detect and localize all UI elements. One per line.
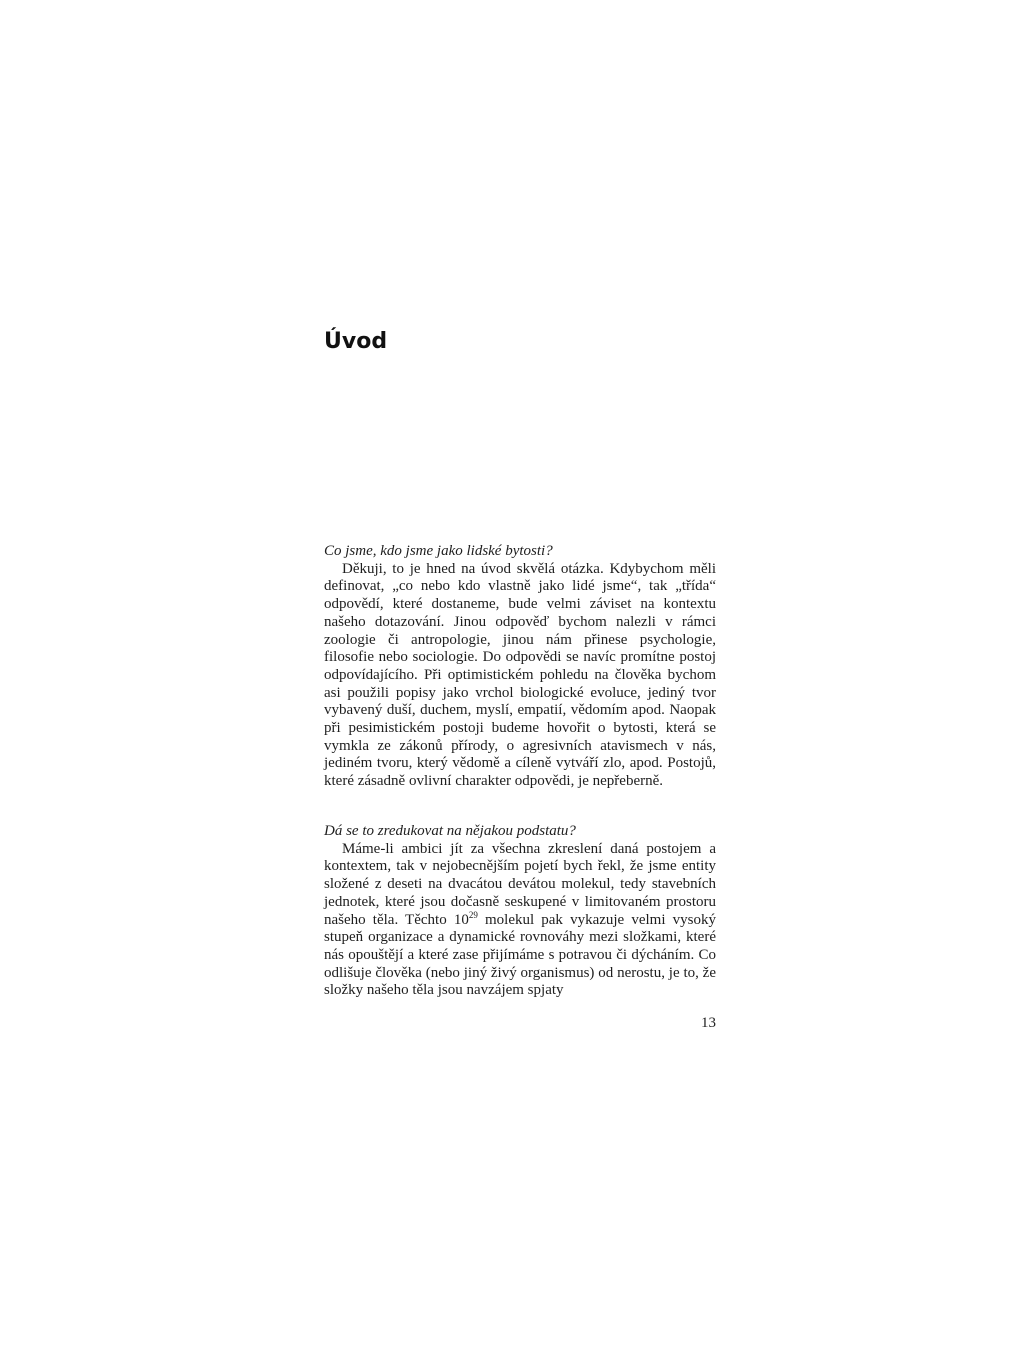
section-1-paragraph: Děkuji, to je hned na úvod skvělá otázka. Kdybychom měli definovat, „co nebo kdo vlastně jako lidé jsme“, tak „třída“ odpovědí, které dostaneme, bude velmi záviset na kontextu našeho dotazování. Jinou odpověď bychom nalezli v rámci zoologie či antropologie, jinou nám přinese psychologie, filosofie nebo sociologie. Do odpovědi se navíc promítne postoj odpovídajícího. Při optimistickém pohledu na člověka bychom asi použili popisy jako vrchol biologické evoluce, jediný tvor vybavený duší, duchem, myslí, empatií, vědomím apod. Naopak při pesimistickém postoji budeme hovořit o bytosti, která se vymkla ze zákonů přírody, o agresivních atavismech v nás, jediném tvoru, který vědomě a cíleně vytváří zlo, apod. Postojů, které zásadně ovlivní charakter odpovědi, je nepřeberně. <box>324 560 716 790</box>
section-2-paragraph-end: molekul pak vykazuje velmi vysoký stupeň organizace a dynamické rovnováhy mezi složkami, které nás opouštějí a které zase přijímáme s potravou či dýcháním. Co odlišuje člověka (nebo jiný živý organismus) od nerostu, je to, že složky našeho těla jsou navzájem spjaty <box>324 911 716 999</box>
section-1-question: Co jsme, kdo jsme jako lidské bytosti? <box>324 543 553 559</box>
section-2 <box>324 823 716 1000</box>
section-2-paragraph-start: Máme-li ambici jít za všechna zkreslení daná postojem a kontextem, tak v nejobecnějším pojetí bych řekl, že jsme entity složené z deseti na dvacátou devátou molekul, tedy stavebních jednotek, které jsou dočasně seskupené v limitovaném prostoru našeho těla. Těchto 10 <box>324 840 716 928</box>
exponent: 29 <box>468 909 478 920</box>
section-2-paragraph <box>324 841 716 1000</box>
section-1 <box>324 543 716 791</box>
page-number: 13 <box>701 1015 716 1031</box>
chapter-title: Úvod <box>324 329 388 354</box>
section-2-question: Dá se to zredukovat na nějakou podstatu? <box>324 823 576 839</box>
